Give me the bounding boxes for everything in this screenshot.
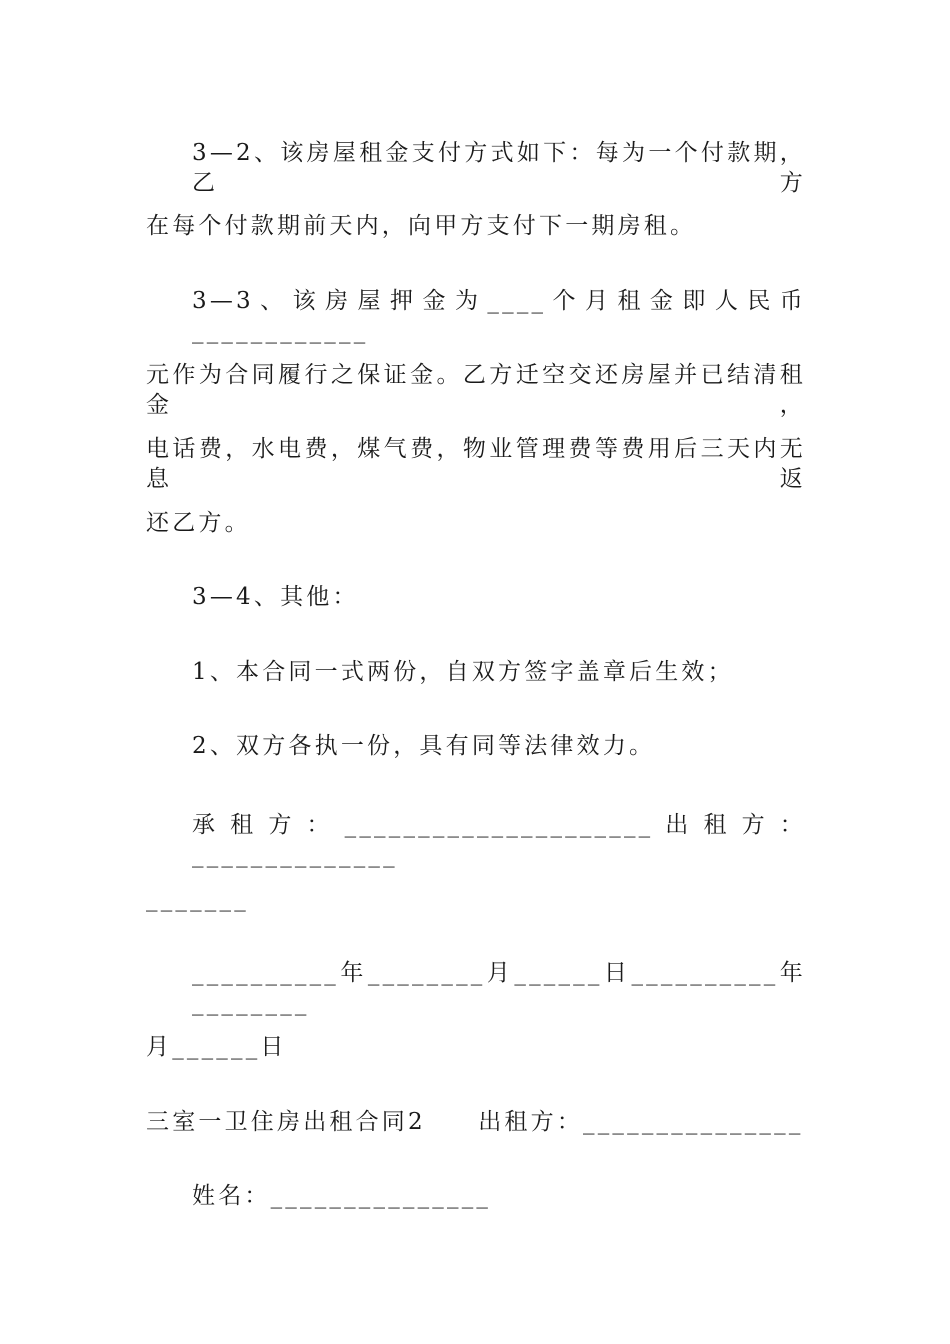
clause-3-4-item-2: 2、双方各执一份，具有同等法律效力。 <box>192 733 656 759</box>
clause-3-3-line-2: 元作为合同履行之保证金。乙方迁空交还房屋并已结清租金， <box>146 362 806 418</box>
clause-3-2-line-1: 3—2、该房屋租金支付方式如下：每为一个付款期，乙方 <box>192 140 806 196</box>
clause-3-3-line-3: 电话费，水电费，煤气费，物业管理费等费用后三天内无息返 <box>146 436 806 492</box>
signature-parties-line: 承租方：_____________________出租方：______________ <box>192 812 806 868</box>
clause-3-4-item-1: 1、本合同一式两份，自双方签字盖章后生效； <box>192 659 734 685</box>
contract-2-name-line: 姓名：_______________ <box>192 1183 492 1209</box>
signature-date-line: __________年________月______日__________年________ <box>192 960 806 1016</box>
clause-3-3-line-4: 还乙方。 <box>146 510 251 536</box>
signature-date-line-cont: 月______日 <box>146 1034 287 1060</box>
clause-3-4-heading: 3—4、其他： <box>192 584 359 610</box>
clause-3-3-line-1: 3—3、该房屋押金为____个月租金即人民币____________ <box>192 288 806 344</box>
signature-parties-line-cont: _______ <box>146 886 249 912</box>
clause-3-2-line-2: 在每个付款期前天内，向甲方支付下一期房租。 <box>146 213 697 239</box>
contract-2-title-line: 三室一卫住房出租合同2 出租方：_______________ <box>146 1109 804 1135</box>
